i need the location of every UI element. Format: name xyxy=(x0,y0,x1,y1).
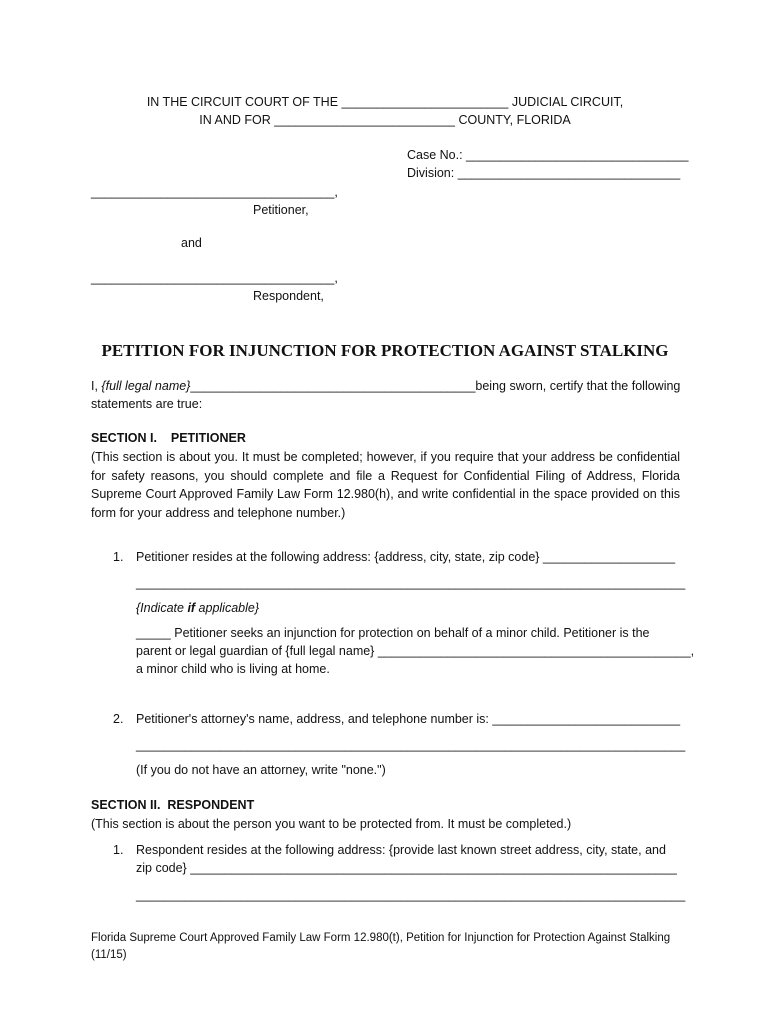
intro-line2: statements are true: xyxy=(91,397,203,411)
intro-prefix: I, xyxy=(91,379,102,393)
petitioner-address-line: _______________________________________________________________________________ xyxy=(136,576,686,590)
petitioner-label: Petitioner, xyxy=(253,203,309,217)
respondent-label: Respondent, xyxy=(253,289,324,303)
respondent-address-line1: zip code} ______________________________________________________________________ xyxy=(136,861,677,875)
respondent-address-prompt: Respondent resides at the following address: {provide last known street address, city, state, and xyxy=(136,843,666,857)
attorney-line: _______________________________________________________________________________ xyxy=(136,738,686,752)
petitioner-address-prompt: Petitioner resides at the following address: {address, city, state, zip code} ___________________ xyxy=(136,550,676,564)
minor-child-line1: _____ Petitioner seeks an injunction for protection on behalf of a minor child. Petitioner is the xyxy=(136,626,650,640)
section1-description: (This section is about you. It must be completed; however, if you require that your address be confidential for safety reasons, you should complete and file a Request for Confidential Filing of Address, Florida Supreme Court Approved Family Law Form 12.980(h), and write confidential in the space provided on this form for your address and telephone number.) xyxy=(91,450,680,520)
petitioner-name-line: ___________________________________, xyxy=(91,185,338,199)
respondent-item1-number: 1. xyxy=(113,843,124,857)
respondent-name-line: ___________________________________, xyxy=(91,271,338,285)
form-title: PETITION FOR INJUNCTION FOR PROTECTION AGAINST STALKING xyxy=(101,341,669,360)
footer-form-citation: Florida Supreme Court Approved Family Law Form 12.980(t), Petition for Injunction for Protection Against Stalking xyxy=(91,932,671,944)
case-number-field: Case No.: ________________________________ xyxy=(407,148,689,162)
footer-revision-date: (11/15) xyxy=(91,949,127,961)
intro-name-hint: {full legal name} xyxy=(101,379,191,393)
minor-child-line3: a minor child who is living at home. xyxy=(136,662,330,676)
minor-child-line2: parent or legal guardian of {full legal name} _____________________________________________, xyxy=(136,644,695,658)
intro-statement xyxy=(91,379,680,393)
indicate-prefix: {Indicate xyxy=(136,601,188,615)
section2-description: (This section is about the person you want to be protected from. It must be completed.) xyxy=(91,817,572,831)
item2-number: 2. xyxy=(113,712,124,726)
indicate-if-applicable xyxy=(136,601,259,615)
indicate-suffix: applicable} xyxy=(195,601,260,615)
and-label: and xyxy=(181,236,202,250)
court-heading-line2: IN AND FOR __________________________ COUNTY, FLORIDA xyxy=(199,113,571,127)
section2-heading: SECTION II. RESPONDENT xyxy=(91,798,255,812)
item1-number: 1. xyxy=(113,550,124,564)
attorney-note: (If you do not have an attorney, write "none.") xyxy=(136,763,386,777)
division-field: Division: ________________________________ xyxy=(407,166,681,180)
court-heading-line1: IN THE CIRCUIT COURT OF THE ________________________ JUDICIAL CIRCUIT, xyxy=(146,95,624,109)
indicate-bold: if xyxy=(187,601,196,615)
respondent-address-line2: _______________________________________________________________________________ xyxy=(136,888,686,902)
intro-name-line: _________________________________________ xyxy=(190,379,476,393)
intro-suffix: being sworn, certify that the following xyxy=(475,379,681,393)
attorney-prompt: Petitioner's attorney's name, address, and telephone number is: ___________________________ xyxy=(136,712,681,726)
section1-heading: SECTION I. PETITIONER xyxy=(91,431,246,445)
